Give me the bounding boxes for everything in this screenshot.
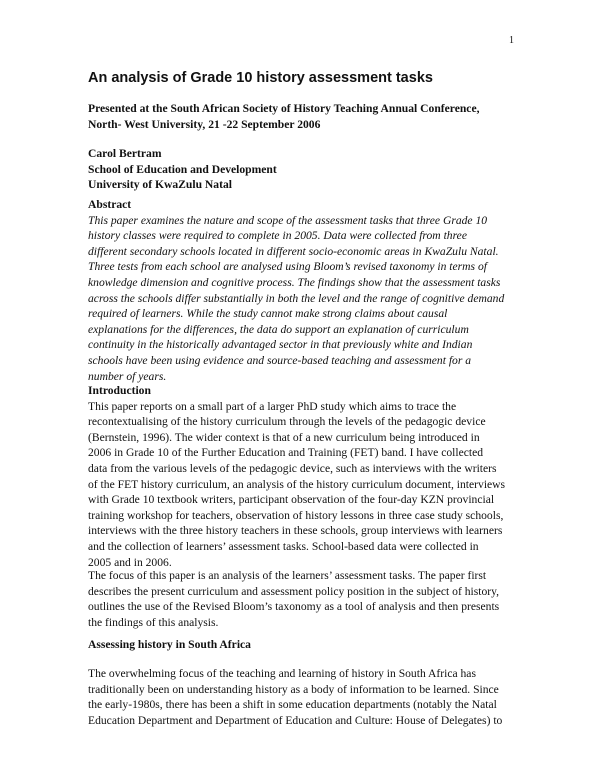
abstract-line: number of years. xyxy=(88,369,167,383)
presentation-info xyxy=(88,101,518,132)
introduction-line: and the collection of learners’ assessment tasks. School-based data were collected in xyxy=(88,539,479,553)
author-block xyxy=(88,146,518,193)
introduction-line: with Grade 10 textbook writers, participant observation of the four-day KZN provincial xyxy=(88,493,495,507)
focus-paragraph xyxy=(88,568,518,630)
focus-line: outlines the use of the Revised Bloom’s taxonomy as a tool of analysis and then presents xyxy=(88,600,500,614)
abstract-section xyxy=(88,197,518,384)
page-number: 1 xyxy=(509,35,514,46)
introduction-line: of the FET history curriculum, an analysis of the history curriculum document, interviews xyxy=(88,477,506,491)
assessing-line: Education Department and Department of Education and Culture: House of Delegates) to xyxy=(88,713,503,727)
abstract-body xyxy=(88,213,518,385)
author-school: School of Education and Development xyxy=(88,162,277,176)
focus-line: the findings of this analysis. xyxy=(88,615,219,629)
author-name: Carol Bertram xyxy=(88,147,162,160)
abstract-line: explanations for the differences, the data do support an explanation of curriculum xyxy=(88,322,469,336)
assessing-section xyxy=(88,666,518,728)
focus-line: The focus of this paper is an analysis of the learners’ assessment tasks. The paper first xyxy=(88,569,487,582)
abstract-line: This paper examines the nature and scope of the assessment tasks that three Grade 10 xyxy=(88,213,488,227)
abstract-line: required of learners. While the study cannot make strong claims about causal xyxy=(88,307,448,321)
author-university: University of KwaZulu Natal xyxy=(88,178,232,192)
introduction-line: interviews with the three history teachers in these schools, group interviews with learners xyxy=(88,524,503,538)
abstract-heading: Abstract xyxy=(88,198,132,211)
assessing-heading: Assessing history in South Africa xyxy=(88,638,251,651)
abstract-line: history classes were required to complete in 2005. Data were collected from three xyxy=(88,229,467,243)
abstract-line: schools have been using evidence and source-based teaching and assessment for a xyxy=(88,353,472,367)
introduction-line: This paper reports on a small part of a larger PhD study which aims to trace the xyxy=(88,399,457,413)
introduction-line: training workshop for teachers, observation of history lessons in three case study schools, xyxy=(88,508,504,522)
introduction-line: recontextualising of the history curriculum through the levels of the pedagogic device xyxy=(88,415,486,429)
abstract-line: continuity in the historically advantaged sector in that previously white and Indian xyxy=(88,338,473,352)
presentation-line: North- West University, 21 -22 September 2006 xyxy=(88,117,321,131)
abstract-line: knowledge dimension and cognitive process. The findings show that the assessment tasks xyxy=(88,275,501,289)
abstract-line: Three tests from each school are analysed using Bloom’s revised taxonomy in terms of xyxy=(88,260,487,274)
paper-title: An analysis of Grade 10 history assessment tasks xyxy=(88,70,433,86)
introduction-line: (Bernstein, 1996). The wider context is that of a new curriculum being introduced in xyxy=(88,430,480,444)
introduction-heading: Introduction xyxy=(88,384,151,397)
assessing-line: the early-1980s, there has been a shift in some education departments (notably the Natal xyxy=(88,698,497,712)
assessing-line: traditionally been on understanding history as a body of information to be learned. Since xyxy=(88,682,499,696)
presentation-line: Presented at the South African Society of History Teaching Annual Conference, xyxy=(88,102,480,115)
assessing-line: The overwhelming focus of the teaching and learning of history in South Africa has xyxy=(88,667,476,680)
abstract-line: across the schools differ substantially in both the level and the range of cognitive demand xyxy=(88,291,505,305)
introduction-line: data from the various levels of the pedagogic device, such as interviews with the writers xyxy=(88,461,497,475)
abstract-line: different secondary schools located in different socio-economic areas in KwaZulu Natal. xyxy=(88,244,499,258)
introduction-line: 2005 and in 2006. xyxy=(88,555,172,569)
introduction-line: 2006 in Grade 10 of the Further Education and Training (FET) band. I have collected xyxy=(88,446,484,460)
focus-line: describes the present curriculum and assessment policy position in the subject of history, xyxy=(88,584,500,598)
introduction-section xyxy=(88,383,518,570)
